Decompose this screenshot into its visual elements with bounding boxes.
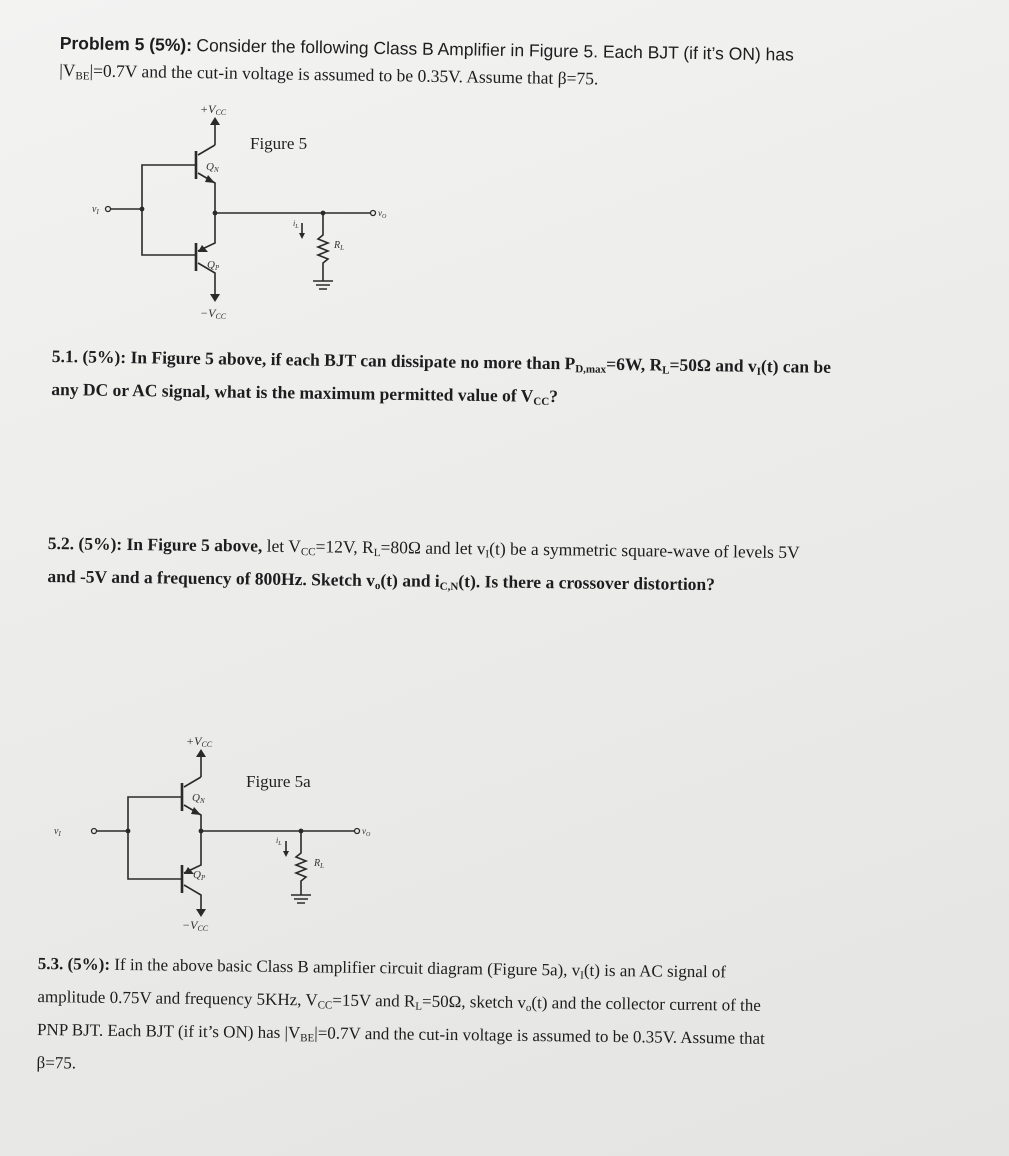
q53-line3-a: PNP BJT. Each BJT (if it’s ON) has |V — [36, 1019, 301, 1043]
figure-5-circuit — [50, 95, 470, 321]
q52-line2-sub1: o — [374, 579, 381, 593]
qn-emitter-5a — [184, 805, 201, 831]
qp-emitter — [198, 213, 215, 251]
base-bus — [142, 165, 196, 255]
q51-text-c: =50Ω and v — [669, 354, 757, 376]
qn-collector — [198, 145, 215, 155]
q53-sub-a: I — [580, 969, 584, 982]
q51-text-d: (t) can be — [760, 355, 832, 377]
rl-label: $R_L$ — [334, 240, 345, 252]
vcc-pos-arrow — [210, 117, 220, 125]
question-5-2 — [47, 530, 968, 607]
q53-text-b: (t) is an AC signal of — [583, 960, 727, 982]
q52-text-b: =12V, R — [315, 536, 374, 557]
vi-label: $v_I$ — [92, 204, 99, 216]
q52-line2-sub2: C,N — [439, 580, 459, 594]
q53-line3-sub: BE — [300, 1032, 315, 1045]
q53-line-4: β=75. — [36, 1052, 77, 1073]
q51-line2-b: ? — [549, 385, 559, 407]
problem-text-2b: |=0.7V and the cut-in voltage is assumed to be 0.35V. Assume that β=75. — [89, 60, 599, 89]
q53-line2-sub3: o — [525, 1001, 532, 1015]
vcc-neg-label: −VCC — [200, 306, 227, 321]
q52-line2-a: and -5V and a frequency of 800Hz. Sketch v — [47, 565, 376, 590]
problem-text-2a: |V — [59, 59, 76, 81]
problem-heading: Problem 5 (5%): — [59, 32, 193, 56]
qp-label-5a: QP — [193, 869, 206, 882]
il-label-5a: $i_L$ — [276, 836, 282, 847]
q51-sub-a: D,max — [575, 363, 607, 376]
q51-heading: 5.1. (5%): In Figure 5 above, — [51, 345, 267, 369]
il-arrow-head-5a — [283, 851, 289, 857]
qn-emitter-arrow — [205, 175, 215, 183]
il-label: $i_L$ — [293, 219, 299, 230]
vcc-pos-label-5a: +VCC — [186, 734, 213, 749]
ground-symbol — [313, 281, 333, 289]
q52-sub-b: L — [373, 546, 381, 560]
input-terminal-5a — [92, 829, 97, 834]
qp-emitter-arrow — [198, 245, 208, 252]
vo-label: $v_O$ — [378, 208, 387, 220]
q53-line2-c: =50Ω, sketch v — [421, 991, 527, 1012]
load-resistor — [318, 213, 328, 281]
q52-line2-b: (t) and i — [380, 570, 440, 591]
q53-line2-d: (t) and the collector current of the — [531, 993, 761, 1015]
q52-text-d: (t) be a symmetric square-wave of levels 5V — [489, 538, 800, 563]
input-node — [140, 207, 145, 212]
qn-collector-5a — [184, 777, 201, 787]
ground-symbol-5a — [291, 895, 311, 903]
q51-text-a: if each BJT can dissipate no more than P — [266, 348, 576, 374]
q52-text-a: let V — [262, 535, 302, 557]
qp-emitter-5a — [184, 831, 201, 873]
problem-sub-be: BE — [75, 70, 90, 83]
figure-5-caption: Figure 5 — [250, 134, 308, 153]
q51-text-b: =6W, R — [606, 353, 663, 375]
q52-text-c: =80Ω and let v — [380, 537, 486, 559]
q51-line2-sub: CC — [533, 395, 550, 408]
input-terminal — [106, 207, 111, 212]
qn-label-5a: QN — [192, 792, 205, 805]
q53-text-a: If in the above basic Class B amplifier circuit diagram (Figure 5a), v — [109, 954, 581, 980]
problem-text-1: Consider the following Class B Amplifier in Figure 5. Each BJT (if it’s ON) has — [196, 35, 795, 65]
q53-heading: 5.3. (5%): — [37, 953, 111, 974]
q53-line2-a: amplitude 0.75V and frequency 5KHz, V — [37, 986, 318, 1010]
vcc-neg-label-5a: −VCC — [182, 918, 209, 933]
rl-label-5a: $R_L$ — [314, 858, 325, 870]
figure-5a-circuit — [36, 733, 456, 953]
question-5-1 — [51, 343, 972, 422]
vo-label-5a: $v_O$ — [362, 826, 371, 838]
qn-emitter-arrow-5a — [191, 807, 201, 815]
load-resistor-5a — [296, 831, 306, 895]
q52-heading: 5.2. (5%): In Figure 5 above, — [47, 532, 263, 556]
il-arrow-head — [299, 233, 305, 239]
q53-line2-sub2: L — [415, 1000, 423, 1013]
output-terminal-5a — [355, 829, 360, 834]
output-terminal — [371, 211, 376, 216]
question-5-3 — [36, 950, 942, 1088]
q51-sub-b: L — [662, 364, 670, 377]
input-node-5a — [126, 829, 131, 834]
vcc-neg-arrow — [210, 294, 220, 302]
vi-label-5a: $v_I$ — [54, 826, 61, 838]
q52-sub-c: I — [485, 548, 490, 561]
problem-statement — [59, 30, 970, 104]
q51-sub-c: I — [756, 365, 762, 378]
vcc-neg-arrow-5a — [196, 909, 206, 917]
vcc-pos-label: +VCC — [200, 102, 227, 117]
q53-line3-b: |=0.7V and the cut-in voltage is assumed to be 0.35V. Assume that — [314, 1023, 765, 1048]
qn-label: QN — [206, 161, 219, 174]
q52-sub-a: CC — [300, 546, 316, 559]
figure-5a-caption: Figure 5a — [246, 772, 311, 791]
q53-line2-b: =15V and R — [332, 990, 416, 1011]
base-bus-5a — [128, 797, 182, 879]
q53-line2-sub1: CC — [317, 999, 333, 1012]
vcc-pos-arrow-5a — [196, 749, 206, 757]
q52-line2-c: (t). Is there a crossover distortion? — [458, 571, 716, 595]
q51-line2-a: any DC or AC signal, what is the maximum permitted value of V — [51, 378, 534, 406]
qp-label: QP — [207, 259, 220, 272]
